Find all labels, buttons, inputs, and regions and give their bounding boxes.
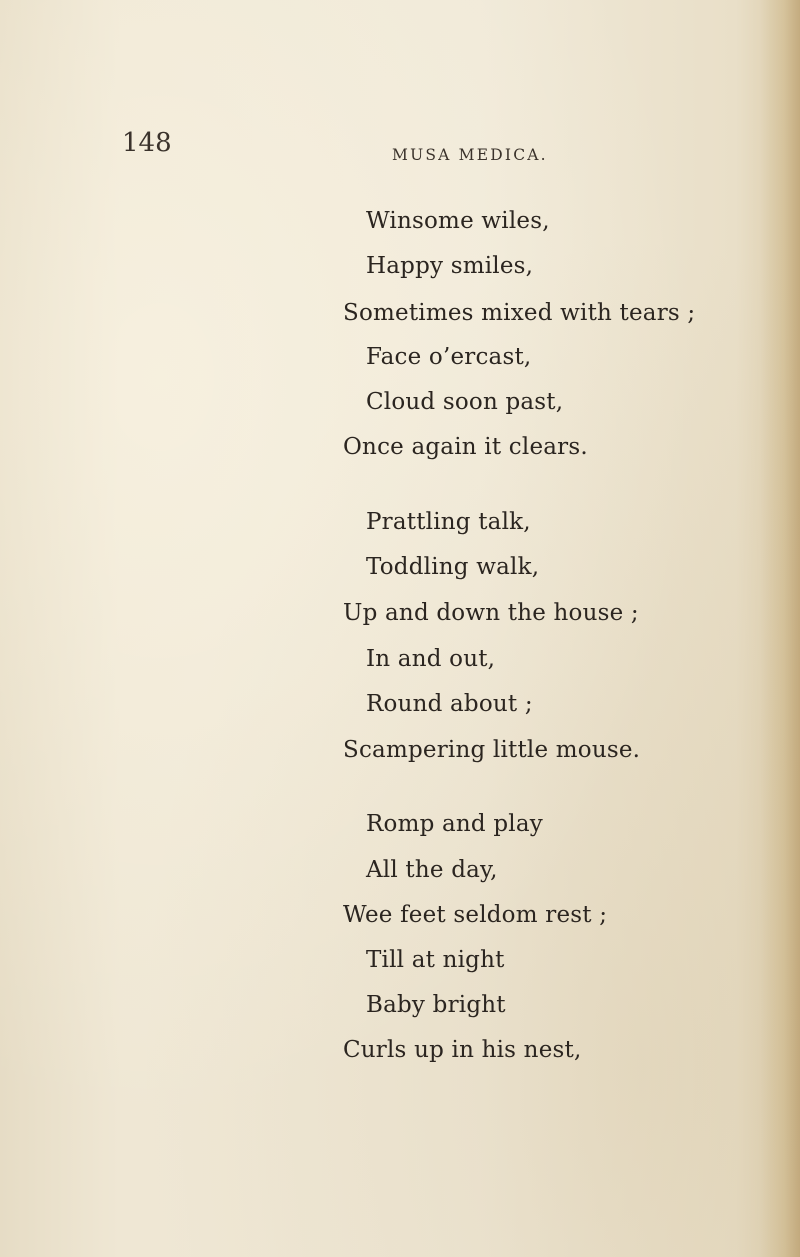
poem-line: In and out, <box>366 646 496 672</box>
poem-line: Till at night <box>366 947 505 973</box>
poem-line: Romp and play <box>366 811 543 837</box>
poem-line: Happy smiles, <box>366 253 534 279</box>
poem-line: Wee feet seldom rest ; <box>343 902 608 928</box>
poem-line: Winsome wiles, <box>366 208 550 234</box>
poem-line: Prattling talk, <box>366 509 531 535</box>
poem-line: Up and down the house ; <box>343 600 639 626</box>
poem-line: All the day, <box>366 857 498 883</box>
poem-line: Curls up in his nest, <box>343 1037 582 1063</box>
poem-line: Sometimes mixed with tears ; <box>343 300 696 326</box>
page-number: 148 <box>122 128 172 158</box>
page-edge-stain <box>760 0 800 1257</box>
poem-line: Cloud soon past, <box>366 389 564 415</box>
poem-line: Once again it clears. <box>343 434 588 460</box>
poem-line: Toddling walk, <box>366 554 540 580</box>
poem-line: Scampering little mouse. <box>343 737 641 763</box>
poem-line: Face o’ercast, <box>366 344 532 370</box>
running-head: MUSA MEDICA. <box>392 146 548 164</box>
poem-line: Round about ; <box>366 691 533 717</box>
poem-line: Baby bright <box>366 992 506 1018</box>
